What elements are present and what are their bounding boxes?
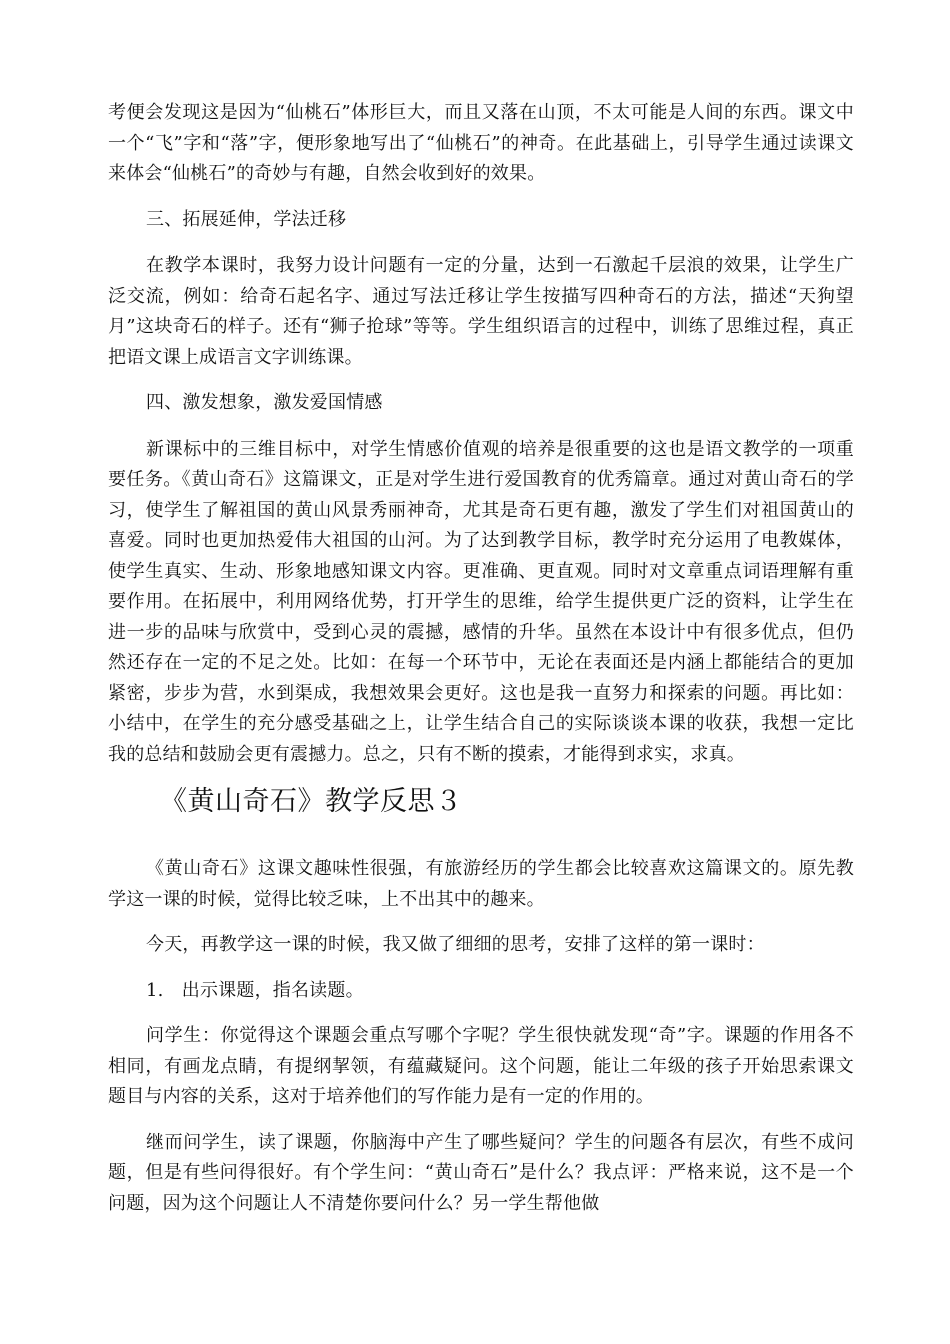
reflection-title: 《黄山奇石》教学反思３ (160, 786, 463, 817)
reflection-intro: 《黄山奇石》这课文趣味性很强，有旅游经历的学生都会比较喜欢这篇课文的。原先教学这一课的时候，觉得比较乏味，上不出其中的趣来。 (108, 858, 854, 910)
section-body-3: 在教学本课时，我努力设计问题有一定的分量，达到一石激起千层浪的效果，让学生广泛交流，例如：给奇石起名字、通过写法迁移让学生按描写四种奇石的方法，描述“天狗望月”这块奇石的样子。还有“狮子抢球”等等。学生组织语言的过程中，训练了思维过程，真正把语文课上成语言文字训练课。 (108, 255, 854, 368)
reflection-today: 今天，再教学这一课的时候，我又做了细细的思考，安排了这样的第一课时： (146, 934, 765, 955)
reflection-question-paragraph: 问学生：你觉得这个课题会重点写哪个字呢？学生很快就发现“奇”字。课题的作用各不相同，有画龙点睛，有提纲挈领，有蕴藏疑问。这个问题，能让二年级的孩子开始思索课文题目与内容的关系，这对于培养他们的写作能力是有一定的作用的。 (108, 1025, 854, 1107)
document-page (108, 98, 854, 1234)
reflection-followup-paragraph: 继而问学生，读了课题，你脑海中产生了哪些疑问？学生的问题各有层次，有些不成问题，但是有些问得很好。有个学生问：“黄山奇石”是什么？我点评：严格来说，这不是一个问题，因为这个问题让人不清楚你要问什么？另一学生帮他做 (108, 1131, 854, 1214)
section-heading-3: 三、拓展延伸，学法迁移 (146, 208, 347, 230)
section-body-4: 新课标中的三维目标中，对学生情感价值观的培养是很重要的这也是语文教学的一项重要任务。《黄山奇石》这篇课文，正是对学生进行爱国教育的优秀篇章。通过对黄山奇石的学习，使学生了解祖国的黄山风景秀丽神奇，尤其是奇石更有趣，激发了学生们对祖国黄山的喜爱。同时也更加热爱伟大祖国的山河。为了达到教学目标，教学时充分运用了电教媒体，使学生真实、生动、形象地感知课文内容。更准确、更直观。同时对文章重点词语理解有重要作用。在拓展中，利用网络优势，打开学生的思维，给学生提供更广泛的资料，让学生在进一步的品味与欣赏中，受到心灵的震撼，感情的升华。虽然在本设计中有很多优点，但仍然还存在一定的不足之处。比如：在每一个环节中，无论在表面还是内涵上都能结合的更加紧密，步步为营，水到渠成，我想效果会更好。这也是我一直努力和探索的问题。再比如：小结中，在学生的充分感受基础之上，让学生结合自己的实际谈谈本课的收获，我想一定比我的总结和鼓励会更有震撼力。总之，只有不断的摸索，才能得到求实，求真。 (108, 438, 854, 765)
paragraph-continuation: 考便会发现这是因为“仙桃石”体形巨大，而且又落在山顶，不太可能是人间的东西。课文中一个“飞”字和“落”字，便形象地写出了“仙桃石”的神奇。在此基础上，引导学生通过读课文来体会“仙桃石”的奇妙与有趣，自然会收到好的效果。 (108, 102, 854, 184)
section-heading-4: 四、激发想象，激发爱国情感 (146, 392, 383, 413)
reflection-step-1: 1. 出示课题，指名读题。 (146, 979, 364, 1001)
